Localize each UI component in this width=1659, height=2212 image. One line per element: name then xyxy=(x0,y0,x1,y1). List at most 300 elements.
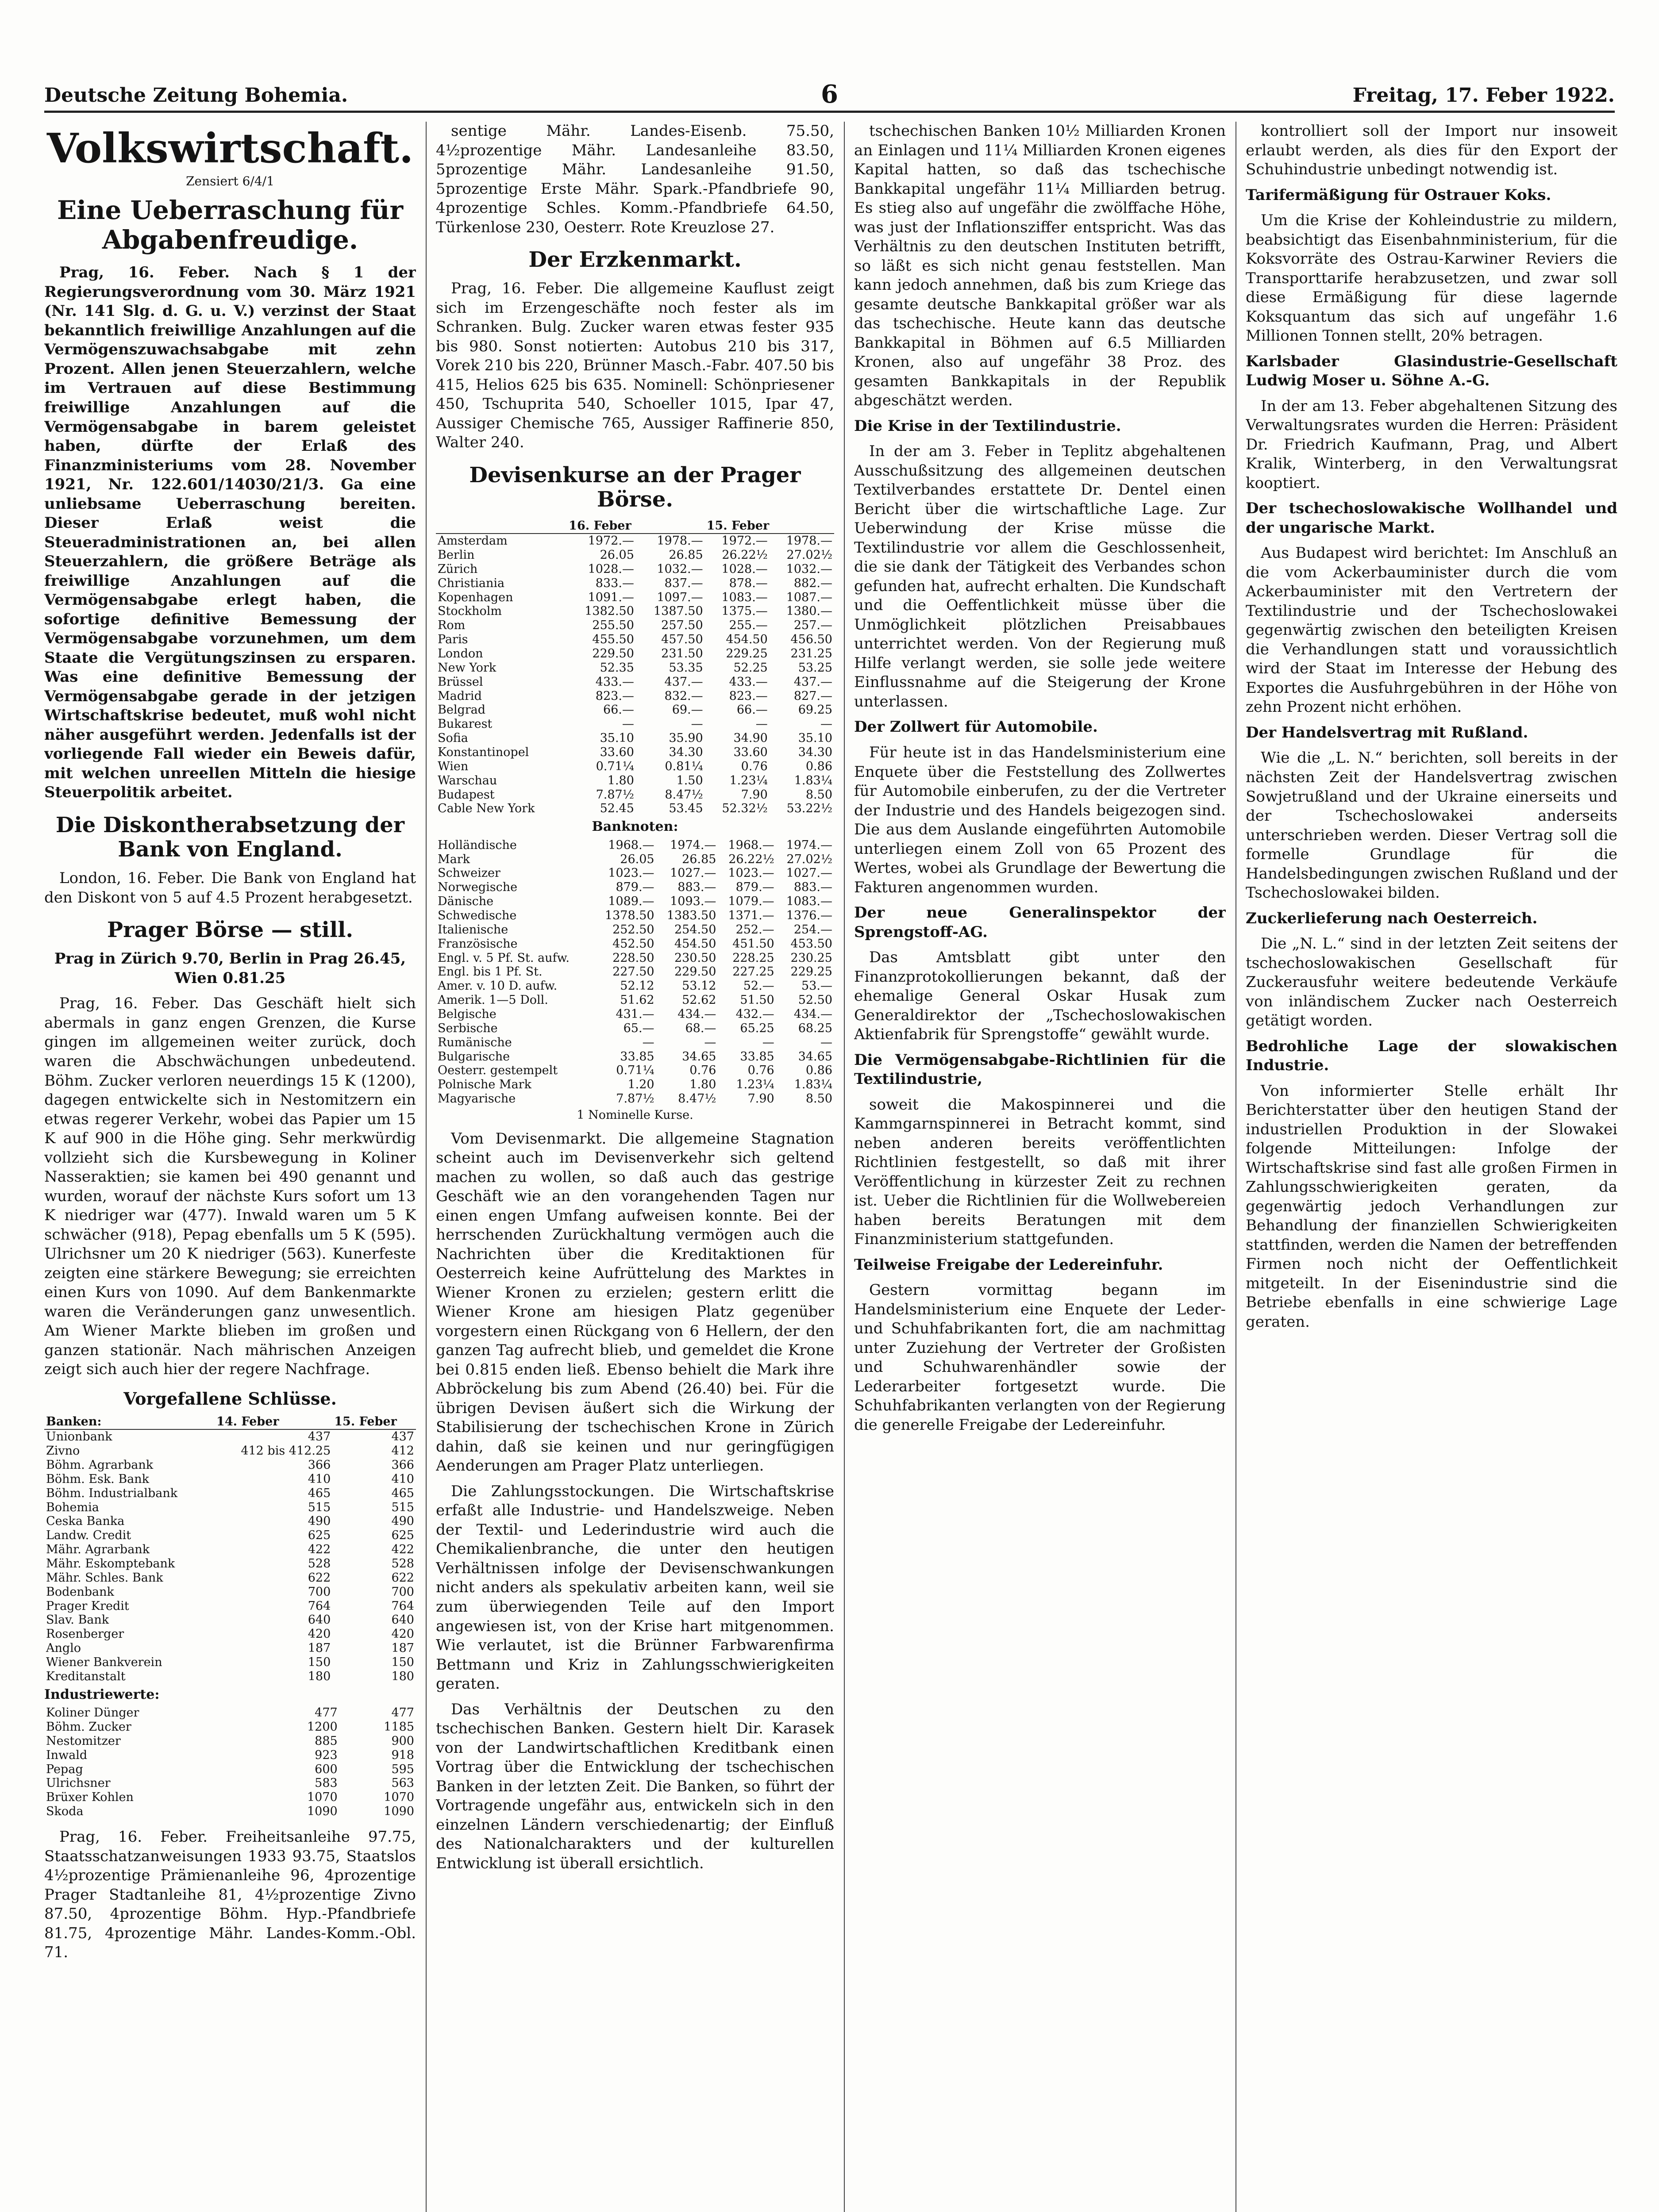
article-lead: Die Krise in der Textilindustrie. xyxy=(854,417,1121,435)
row-value: 1968.— xyxy=(608,838,654,852)
row-value: 1028.— xyxy=(588,562,634,576)
fx-rows xyxy=(436,534,834,816)
column-divider xyxy=(844,122,845,2212)
row-value: 1083.— xyxy=(721,590,768,604)
row-value: 700 xyxy=(391,1585,414,1599)
issue-date: Freitag, 17. Feber 1922. xyxy=(1352,84,1615,107)
row-value: 180 xyxy=(391,1669,414,1683)
row-value: 254.— xyxy=(793,922,832,937)
row-value: 1371.— xyxy=(728,909,774,923)
row-value: 431.— xyxy=(616,1007,654,1022)
article-body: In der am 3. Feber in Teplitz abgehaltenen Ausschußsitzung des allgemeinen deutschen Textilverbandes erstattete Dr. Dentel einen Bericht über die wirtschaftliche Lage. Zur Ueberwindung der Krise müsse die Textilindustrie vor allem die Geschlossenheit, die sie dank der Tätigkeit des Verbandes schon gefunden hat, aufrecht erhalten. Die Kundschaft und die Oeffentlichkeit müsse über die Unmöglichkeit plötzlichen Preisabbaues unterrichtet werden. Von der Regierung muß Hilfe verlangt werden, sie solle jede weitere Einflussnahme auf die Steigerung der Krone unterlassen. xyxy=(854,442,1226,710)
row-label: Serbische xyxy=(438,1021,498,1035)
table-row xyxy=(436,1092,834,1106)
row-value: 1375.— xyxy=(721,604,768,618)
row-value: 900 xyxy=(391,1734,414,1748)
row-label: Böhm. Industrialbank xyxy=(46,1486,178,1500)
table-row xyxy=(44,1429,416,1444)
row-label: Skoda xyxy=(46,1805,84,1819)
row-value: 832.— xyxy=(664,689,703,703)
row-label: Schweizer xyxy=(438,866,500,880)
row-value: 1.80 xyxy=(607,773,634,787)
row-label: Zürich xyxy=(438,562,478,576)
row-value: 68.25 xyxy=(798,1021,832,1035)
row-value: 1380.— xyxy=(786,604,832,618)
row-value: 255.50 xyxy=(592,618,634,633)
row-label: Amsterdam xyxy=(438,534,508,548)
article-body: Die Zahlungsstockungen. Die Wirtschaftskrise erfaßt alle Industrie- und Handelszweige. Neben der Textil- und Lederindustrie wird auch die Chemikalienbranche, die unter den heutigen Verhältnissen infolge der Devisenschwankungen nicht anders als spekulativ arbeiten kann, weil sie zum überwiegenden Teile auf den Import angewiesen ist, von der Krise hart mitgenommen. Wie verlautet, ist die Brünner Farbwarenfirma Bettmann und Kriz in Zahlungsschwierigkeiten geraten. xyxy=(436,1482,834,1693)
row-label: Rumänische xyxy=(438,1035,512,1049)
row-value: 451.50 xyxy=(732,937,774,951)
row-label: Bodenbank xyxy=(46,1585,114,1599)
row-value: 1185 xyxy=(384,1720,414,1734)
row-value: 1090 xyxy=(384,1805,414,1819)
table-row xyxy=(44,1501,416,1515)
table-row xyxy=(436,647,834,661)
row-label: Paris xyxy=(438,633,468,647)
row-value: 51.62 xyxy=(620,993,654,1007)
table-row xyxy=(44,1627,416,1641)
row-value: 1972.— xyxy=(588,534,634,548)
row-label: Sofia xyxy=(438,731,468,745)
article-heading: Prager Börse — still. xyxy=(107,918,354,943)
article-body: Prag, 16. Feber. Die allgemeine Kauflust zeigt sich im Erzengeschäfte noch fester als im Schranken. Bulg. Zucker waren etwas fester 935 bis 980. Sonst notierten: Autobus 210 bis 317, Vorek 210 bis 220, Brünner Masch.-Fabr. 407.50 bis 415, Helios 625 bis 635. Nominell: Schönpriesener 450, Tschuprita 540, Schoeller 1015, Ipar 47, Aussiger Chemische 765, Aussiger Raffinerie 850, Walter 240. xyxy=(436,280,834,452)
row-value: 229.50 xyxy=(674,965,716,979)
row-value: 229.25 xyxy=(790,965,832,979)
row-label: Polnische Mark xyxy=(438,1078,531,1092)
table-row xyxy=(436,1064,834,1078)
row-value: 465 xyxy=(391,1486,414,1500)
row-value: 53.45 xyxy=(669,802,703,816)
row-value: 878.— xyxy=(729,576,768,590)
column-header: 15. Feber xyxy=(705,519,834,534)
row-value: 477 xyxy=(315,1706,338,1720)
table-row xyxy=(44,1670,416,1684)
row-value: 26.22½ xyxy=(728,852,774,866)
table-subheading: Banknoten: xyxy=(592,819,678,835)
table-row xyxy=(436,895,834,909)
table-row xyxy=(436,576,834,591)
row-value: 53.35 xyxy=(669,661,703,675)
row-value: 8.50 xyxy=(805,787,832,802)
row-value: 7.87½ xyxy=(616,1092,654,1106)
row-label: Christiania xyxy=(438,576,505,590)
row-value: 455.50 xyxy=(592,633,634,647)
table-row xyxy=(44,1543,416,1557)
row-value: — xyxy=(820,717,832,731)
row-value: 437.— xyxy=(664,675,703,689)
row-value: 528 xyxy=(391,1556,414,1571)
row-value: 51.50 xyxy=(740,993,774,1007)
row-value: 257.— xyxy=(793,618,832,633)
row-value: 52.32½ xyxy=(722,802,768,816)
row-value: 53.12 xyxy=(682,979,716,993)
row-value: 34.30 xyxy=(669,745,703,760)
table-row xyxy=(436,880,834,895)
row-value: 454.50 xyxy=(726,633,768,647)
row-value: 52.25 xyxy=(733,661,768,675)
industrie-rows xyxy=(44,1706,416,1819)
row-value: 187 xyxy=(308,1641,331,1655)
table-row xyxy=(436,618,834,633)
row-value: 0.76 xyxy=(689,1064,716,1078)
row-value: 1032.— xyxy=(786,562,832,576)
row-value: 1.83¼ xyxy=(794,1078,832,1092)
table-row xyxy=(436,788,834,802)
row-value: 1097.— xyxy=(657,590,703,604)
row-value: 515 xyxy=(308,1500,331,1514)
article-body: Prag, 16. Feber. Freiheitsanleihe 97.75, Staatsschatzanweisungen 1933 93.75, Staatslos 4½prozentige Prämienanleihe 96, 4prozentige Prager Stadtanleihe 81, 4½prozentige Zivno 87.50, 4prozentige Böhm. Hyp.-Pfandbriefe 81.75, 4prozentige Mähr. Landes-Komm.-Obl. 71. xyxy=(44,1828,416,1962)
row-value: 882.— xyxy=(793,576,832,590)
row-value: 1382.50 xyxy=(585,604,634,618)
row-value: 52.50 xyxy=(798,993,832,1007)
row-value: 422 xyxy=(308,1543,331,1557)
table-row xyxy=(44,1472,416,1486)
table-row xyxy=(436,993,834,1007)
table-row xyxy=(44,1486,416,1501)
page-header xyxy=(44,66,1615,111)
table-row xyxy=(436,591,834,605)
row-value: 1.80 xyxy=(689,1078,716,1092)
row-value: 33.85 xyxy=(620,1049,654,1064)
row-label: Kreditanstalt xyxy=(46,1669,126,1683)
row-value: 600 xyxy=(315,1762,338,1776)
article-body: In der am 13. Feber abgehaltenen Sitzung des Verwaltungsrates wurden die Herren: Präsident Dr. Friedrich Kaufmann, Prag, und Albert Kralik, Winterberg, in den Verwaltungsrat kooptiert. xyxy=(1246,397,1617,492)
table-row xyxy=(436,838,834,853)
section-title: Volkswirtschaft. xyxy=(46,124,414,172)
row-value: 437.— xyxy=(793,675,832,689)
row-value: 1978.— xyxy=(786,534,832,548)
row-value: 35.90 xyxy=(669,731,703,745)
row-value: 257.50 xyxy=(661,618,703,633)
row-value: 1383.50 xyxy=(666,909,716,923)
table-row xyxy=(436,633,834,647)
row-value: 66.— xyxy=(736,703,768,717)
table-row xyxy=(436,853,834,867)
row-value: 230.50 xyxy=(674,951,716,965)
row-value: 255.— xyxy=(729,618,768,633)
row-value: — xyxy=(704,1035,716,1049)
row-value: 150 xyxy=(391,1655,414,1669)
row-value: 53.22½ xyxy=(786,802,832,816)
column-2 xyxy=(436,122,834,2212)
table-row xyxy=(44,1763,416,1777)
row-value: 1079.— xyxy=(728,895,774,909)
row-value: 0.76 xyxy=(741,759,768,773)
row-label: Rosenberger xyxy=(46,1627,124,1641)
row-value: 420 xyxy=(391,1627,414,1641)
row-value: 35.10 xyxy=(798,731,832,745)
currency-table xyxy=(436,519,834,816)
row-value: 1974.— xyxy=(670,838,716,852)
article-heading: Der Erzkenmarkt. xyxy=(528,247,742,273)
row-value: 0.86 xyxy=(805,1064,832,1078)
row-label: Brüssel xyxy=(438,675,483,689)
row-value: 1.23¼ xyxy=(729,773,768,787)
row-label: Rom xyxy=(438,618,466,633)
row-value: 69.— xyxy=(672,703,703,717)
column-header xyxy=(436,519,567,534)
row-value: 885 xyxy=(315,1734,338,1748)
row-value: 26.05 xyxy=(600,548,634,562)
row-value: 640 xyxy=(308,1613,331,1627)
row-value: 1023.— xyxy=(608,866,654,880)
row-value: 764 xyxy=(308,1599,331,1613)
header-rule xyxy=(44,111,1615,113)
article-body: Vom Devisenmarkt. Die allgemeine Stagnation scheint auch im Devisenverkehr sich geltend machen zu wollen, so daß auch das gestrige Geschäft wie an den vorangehenden Tagen nur einen engen Umfang aufweisen konnte. Bei der herrschenden Zurückhaltung vermögen auch die Nachrichten über die Kreditaktionen für Oesterreich keine Aufrüttelung des Marktes in Wiener Kronen zu erzielen; gestern erlitt die Wiener Krone am hiesigen Platz gegenüber vorgestern einen Rückgang von 6 Hellern, der den ganzen Tag aufrecht blieb, und gemeldet die Krone bei 0.815 enden ließ. Ebenso behielt die Mark ihre Abbröckelung bis zum Abend (26.40) bei. Für die übrigen Devisen äußert sich die Wirkung der Stabilisierung der tschechischen Krone in Zürich dahin, daß sie keinen und nur geringfügigen Aenderungen am Prager Platz unterliegen. xyxy=(436,1129,834,1475)
row-value: 1376.— xyxy=(786,909,832,923)
table-row xyxy=(436,1050,834,1064)
table-row xyxy=(436,1007,834,1022)
row-label: Böhm. Esk. Bank xyxy=(46,1472,150,1486)
article-body: Das Amtsblatt gibt unter den Finanzprotokollierungen bekannt, daß der ehemalige General Oskar Husak zum Generaldirektor der „Tschechoslowakischen Aktienfabrik für Sprengstoffe“ gewählt wurde. xyxy=(854,949,1226,1044)
row-value: 595 xyxy=(391,1762,414,1776)
table-row xyxy=(436,866,834,880)
row-value: 7.90 xyxy=(747,1092,774,1106)
row-value: 622 xyxy=(391,1571,414,1585)
row-label: Mähr. Agrarbank xyxy=(46,1543,150,1557)
table-row xyxy=(44,1720,416,1734)
row-value: 410 xyxy=(308,1472,331,1486)
row-value: 1.50 xyxy=(676,773,703,787)
row-value: 34.30 xyxy=(798,745,832,760)
row-label: Landw. Credit xyxy=(46,1528,131,1543)
row-label: Bulgarische xyxy=(438,1049,510,1064)
paper-name: Deutsche Zeitung Bohemia. xyxy=(44,84,348,107)
row-value: — xyxy=(762,1035,774,1049)
column-4 xyxy=(1246,122,1617,2212)
row-value: 52.35 xyxy=(600,661,634,675)
row-label: Anglo xyxy=(46,1641,81,1655)
row-label: Mark xyxy=(438,852,470,866)
table-row xyxy=(436,979,834,993)
row-value: 26.85 xyxy=(682,852,716,866)
row-value: 26.22½ xyxy=(722,548,768,562)
banknote-rows xyxy=(436,838,834,1106)
table-row xyxy=(436,774,834,788)
row-value: 187 xyxy=(391,1641,414,1655)
article-heading: Eine Ueberraschung für Abgabenfreudige. xyxy=(57,195,404,255)
article-body: Die „N. L.“ sind in der letzten Zeit seitens der tschechoslowakischen Gesellschaft für Zuckerausfuhr weitere bedeutende Verkäufe von inländischem Zucker nach Oesterreich getätigt worden. xyxy=(1246,935,1617,1030)
row-value: 1027.— xyxy=(670,866,716,880)
table-row xyxy=(436,534,834,548)
row-value: 764 xyxy=(391,1599,414,1613)
row-value: 252.50 xyxy=(612,922,654,937)
table-row xyxy=(44,1585,416,1599)
table-row xyxy=(44,1557,416,1571)
row-value: 33.85 xyxy=(740,1049,774,1064)
row-value: 640 xyxy=(391,1613,414,1627)
row-value: 452.50 xyxy=(612,937,654,951)
row-label: Mähr. Eskomptebank xyxy=(46,1556,175,1571)
row-value: 490 xyxy=(391,1514,414,1528)
row-value: 7.87½ xyxy=(596,787,634,802)
row-value: 583 xyxy=(315,1776,338,1790)
row-value: 515 xyxy=(391,1500,414,1514)
row-value: 8.47½ xyxy=(665,787,703,802)
article-lead: Der Handelsvertrag mit Rußland. xyxy=(1246,723,1528,741)
table-row xyxy=(436,760,834,774)
row-value: 1070 xyxy=(307,1790,338,1805)
row-value: 918 xyxy=(391,1748,414,1762)
table-row xyxy=(436,965,834,979)
row-label: Ceska Banka xyxy=(46,1514,125,1528)
table-row xyxy=(44,1748,416,1763)
table-row xyxy=(436,562,834,576)
row-value: 33.60 xyxy=(733,745,768,760)
article-body: Aus Budapest wird berichtet: Im Anschluß an die vom Ackerbauminister durch die vom Ackerbauminister mit den Vertretern der Textilindustrie und der Tschechoslowakei gegenwärtig zwischen den beteiligten Kreisen die Verhandlungen statt und voraussichtlich wird der Staat im Interesse der Hebung des Exportes die Ausfuhrgebühren in der Höhe von zehn Prozent nicht erhöhen. xyxy=(1246,544,1617,716)
row-value: — xyxy=(691,717,703,731)
article-lead: Die Vermögensabgabe-Richtlinien für die Textilindustrie, xyxy=(854,1051,1226,1088)
row-value: 477 xyxy=(391,1706,414,1720)
row-label: Berlin xyxy=(438,548,475,562)
article-heading: Die Diskontherabsetzung der Bank von England. xyxy=(55,812,405,862)
row-label: Mähr. Schles. Bank xyxy=(46,1571,163,1585)
row-label: Slav. Bank xyxy=(46,1613,109,1627)
table-row xyxy=(436,937,834,951)
table-row xyxy=(44,1776,416,1790)
row-value: 68.— xyxy=(685,1021,716,1035)
row-label: Amer. v. 10 D. aufw. xyxy=(438,979,558,993)
table-row xyxy=(436,802,834,816)
row-value: 227.25 xyxy=(732,965,774,979)
banken-rows xyxy=(44,1429,416,1683)
row-value: 228.25 xyxy=(732,951,774,965)
table-row xyxy=(44,1528,416,1543)
row-value: 833.— xyxy=(595,576,634,590)
article-body: Gestern vormittag begann im Handelsministerium eine Enquete der Leder- und Schuhfabrikanten fort, die am nachmittag unter Zuziehung der Vertreter der Großisten und Schuhwarenhändler sowie der Lederarbeiter fortgesetzt wurde. Die Schuhfabrikanten verlangten von der Regierung die generelle Freigabe der Ledereinfuhr. xyxy=(854,1281,1226,1434)
row-label: London xyxy=(438,647,483,661)
row-label: Pepag xyxy=(46,1762,83,1776)
row-value: 923 xyxy=(315,1748,338,1762)
article-body: Das Verhältnis der Deutschen zu den tschechischen Banken. Gestern hielt Dir. Karasek von der Landwirtschaftlichen Kreditbank einen Vortrag über die Entwicklung der tschechischen Banken in der letzten Zeit. Die Banken, so führt der Vortragende ungefähr aus, entwickeln sich in den einzelnen Ländern verschiedenartig; der Einfluß des Nationalcharakters und der kulturellen Entwicklung ist überall ersichtlich. xyxy=(436,1700,834,1872)
section-byline: Zensiert 6/4/1 xyxy=(186,174,274,189)
row-value: 883.— xyxy=(677,880,716,895)
row-value: 0.81¼ xyxy=(665,759,703,773)
row-value: 229.25 xyxy=(726,647,768,661)
row-value: 230.25 xyxy=(790,951,832,965)
table-header-row xyxy=(436,519,834,534)
row-value: 823.— xyxy=(595,689,634,703)
row-label: Böhm. Agrarbank xyxy=(46,1458,154,1472)
row-label: Ulrichsner xyxy=(46,1776,111,1790)
row-label: Budapest xyxy=(438,787,495,802)
row-value: 52.62 xyxy=(682,993,716,1007)
table-row xyxy=(44,1734,416,1748)
row-value: 454.50 xyxy=(674,937,716,951)
row-label: New York xyxy=(438,661,497,675)
row-label: Norwegische xyxy=(438,880,518,895)
row-value: 53.— xyxy=(801,979,832,993)
table-row xyxy=(436,703,834,717)
row-value: 7.90 xyxy=(741,787,768,802)
row-value: 150 xyxy=(308,1655,331,1669)
row-value: 252.— xyxy=(735,922,774,937)
row-label: Warschau xyxy=(438,773,497,787)
table-row xyxy=(436,717,834,731)
row-value: 410 xyxy=(391,1472,414,1486)
table-row xyxy=(436,909,834,923)
table-row xyxy=(44,1444,416,1458)
table-row xyxy=(44,1599,416,1613)
banknote-table xyxy=(436,838,834,1106)
table-row xyxy=(44,1805,416,1819)
row-value: 412 bis 412.25 xyxy=(241,1444,331,1458)
trades-table xyxy=(44,1415,416,1683)
row-value: — xyxy=(642,1035,654,1049)
row-value: 0.76 xyxy=(747,1064,774,1078)
row-value: 0.71¼ xyxy=(616,1064,654,1078)
row-value: 227.50 xyxy=(612,965,654,979)
row-label: Unionbank xyxy=(46,1430,112,1444)
table-footnote: 1 Nominelle Kurse. xyxy=(577,1108,693,1122)
row-value: 229.50 xyxy=(592,647,634,661)
table-row xyxy=(436,745,834,760)
column-header: 15. Feber xyxy=(332,1415,416,1429)
row-label: Konstantinopel xyxy=(438,745,529,760)
article-body: Wie die „L. N.“ berichten, soll bereits in der nächsten Zeit der Handelsvertrag zwischen Sowjetrußland und der Ukraine einerseits und der Tschechoslowakei anderseits unterschrieben werden. Dieser Vertrag soll die formelle Grundlage für die Handelsbedingungen zwischen Rußland und der Tschechoslowakei bilden. xyxy=(1246,749,1617,902)
row-value: 622 xyxy=(308,1571,331,1585)
row-value: 27.02½ xyxy=(786,548,832,562)
column-header: 16. Feber xyxy=(567,519,704,534)
column-header: 14. Feber xyxy=(215,1415,332,1429)
row-value: 69.25 xyxy=(798,703,832,717)
row-label: Bohemia xyxy=(46,1500,99,1514)
row-value: 422 xyxy=(391,1543,414,1557)
row-label: Stockholm xyxy=(438,604,502,618)
table-row xyxy=(44,1790,416,1805)
row-value: 65.— xyxy=(623,1021,654,1035)
article-lead: Zuckerlieferung nach Oesterreich. xyxy=(1246,909,1538,927)
row-value: 433.— xyxy=(729,675,768,689)
row-label: Engl. bis 1 Pf. St. xyxy=(438,965,543,979)
row-value: 66.— xyxy=(603,703,634,717)
article-body: Um die Krise der Kohleindustrie zu mildern, beabsichtigt das Eisenbahnministerium, für die Koksvorräte des Ostrau-Karwiner Reviers die Transporttarife herabzusetzen, und zwar soll diese Ermäßigung für diese lagernde Koksquantum das sich auf ungefähr 1.6 Millionen Tonnen stellt, 20% betragen. xyxy=(1246,211,1617,345)
article-lead: Tarifermäßigung für Ostrauer Koks. xyxy=(1246,186,1551,204)
table-subheading: Industriewerte: xyxy=(44,1686,160,1702)
column-1 xyxy=(44,122,416,2212)
row-value: 1.83¼ xyxy=(794,773,832,787)
row-label: Cable New York xyxy=(438,802,535,816)
table-row xyxy=(436,675,834,689)
row-value: 52.— xyxy=(743,979,774,993)
article-body: Prag, 16. Feber. Nach § 1 der Regierungsverordnung vom 30. März 1921 (Nr. 141 Slg. d. G. u. V.) verzinst der Staat bekanntlich freiwillige Anzahlungen auf die Vermögenszuwachsabgabe mit zehn Prozent. Allen jenen Steuerzahlern, welche im Vertrauen auf diese Bestimmung freiwillige Anzahlungen auf die Vermögensabgabe in barem geleistet haben, dürfte der Erlaß des Finanzministeriums vom 28. November 1921, Nr. 122.601/14030/21/3. Ga eine unliebsame Ueberraschung bereiten. Dieser Erlaß weist die Steueradministrationen an, bei allen Steuerzahlern, die größere Beträge als freiwillige Anzahlungen auf die Vermögensabgabe erlegt haben, die sofortige definitive Bemessung der Vermögensabgabe vorzunehmen, um dem Staate die Vergütungszinsen zu ersparen. Was eine definitive Bemessung der Vermögensabgabe gerade in der jetzigen Wirtschaftskrise bedeutet, muß wohl nicht näher ausgeführt werden. Jedenfalls ist der vorliegende Fall wieder ein Beweis dafür, mit welchen unreellen Mitteln die hiesige Steuerpolitik arbeitet. xyxy=(44,264,416,802)
row-value: 457.50 xyxy=(661,633,703,647)
row-value: — xyxy=(820,1035,832,1049)
column-3 xyxy=(854,122,1226,2212)
row-value: 65.25 xyxy=(740,1021,774,1035)
trades-table xyxy=(44,1706,416,1819)
column-header: Banken: xyxy=(44,1415,215,1429)
table-row xyxy=(436,951,834,965)
row-label: Inwald xyxy=(46,1748,88,1762)
row-value: 34.90 xyxy=(733,731,768,745)
row-label: Wiener Bankverein xyxy=(46,1655,162,1669)
row-value: 231.25 xyxy=(790,647,832,661)
row-value: 1387.50 xyxy=(653,604,703,618)
article-lead: Karlsbader Glasindustrie-Gesellschaft Ludwig Moser u. Söhne A.-G. xyxy=(1246,352,1617,390)
row-value: 1.23¼ xyxy=(736,1078,774,1092)
row-value: 1200 xyxy=(307,1720,338,1734)
row-label: Dänische xyxy=(438,895,494,909)
row-value: 1091.— xyxy=(588,590,634,604)
row-value: 366 xyxy=(308,1458,331,1472)
table-row xyxy=(44,1571,416,1585)
table-row xyxy=(44,1613,416,1627)
row-value: 434.— xyxy=(793,1007,832,1022)
row-value: 8.50 xyxy=(805,1092,832,1106)
table-row xyxy=(436,548,834,562)
